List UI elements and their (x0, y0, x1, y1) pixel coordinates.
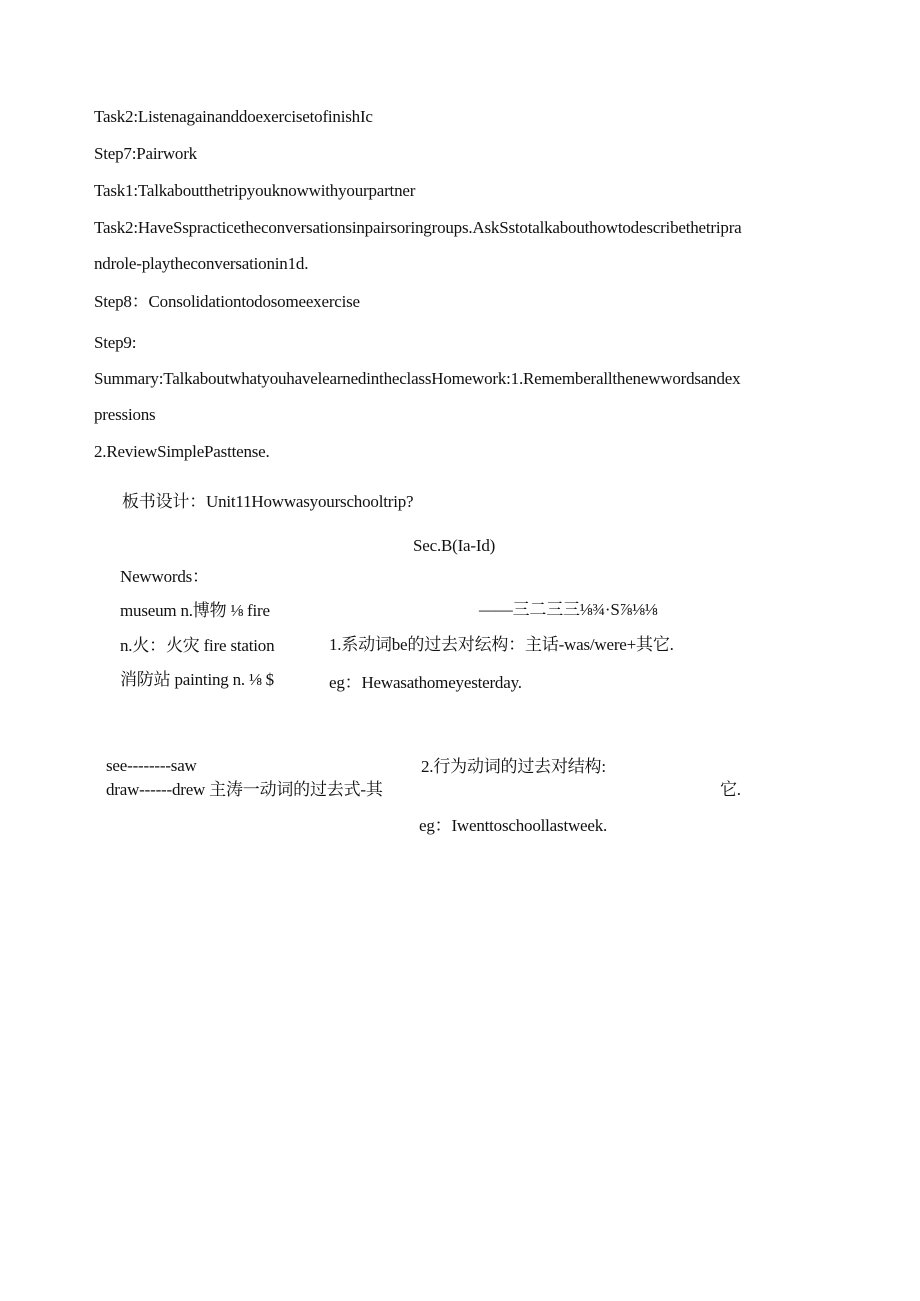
lesson-line-step7: Step7:Pairwork (94, 144, 197, 163)
vocab-line-3: 消防站 painting n. ⅛ $ (120, 670, 274, 689)
vocab-line-1: museum n.博物 ⅛ fire (120, 601, 270, 620)
verb-pair-draw: draw------drew 主涛一动词的过去式-其 (106, 780, 383, 799)
lesson-line-task2-practice: Task2:HaveSspracticetheconversationsinpairsoringroups.AskSstotalkabouthowtodescribethetripra (94, 218, 742, 237)
grammar-rule-1: 1.系动词be的过去对纭构：主话-was/were+其它. (329, 635, 674, 654)
board-title: 板书设计：Unit11Howwasyourschooltrip? (122, 492, 414, 511)
example-1: eg：Hewasathomeyesterday. (329, 673, 522, 692)
grammar-rule-2-end: 它. (720, 780, 741, 799)
lesson-line-task1-talk: Task1:Talkaboutthetripyouknowwithyourpartner (94, 181, 416, 200)
lesson-line-step8: Step8：Consolidationtodosomeexercise (94, 292, 360, 311)
garbled-heading: ——三二三三⅛¾·S⅞⅛⅛ (479, 600, 658, 619)
grammar-rule-2: 2.行为动词的过去对结构: (421, 757, 606, 776)
example-2: eg：Iwenttoschoollastweek. (419, 816, 608, 835)
lesson-line-review: 2.ReviewSimplePasttense. (94, 442, 270, 461)
verb-pair-see: see--------saw (106, 756, 197, 775)
lesson-line-summary: Summary:TalkaboutwhatyouhavelearnedintheclassHomework:1.Rememberallthenewwordsandex (94, 369, 741, 388)
lesson-line-summary-cont: pressions (94, 405, 156, 424)
lesson-line-step9: Step9: (94, 333, 137, 352)
lesson-line-task2-listen: Task2:ListenagainanddoexercisetofinishIc (94, 107, 373, 126)
vocab-line-2: n.火：火灾 fire station (120, 636, 275, 655)
board-newwords-label: Newwords： (120, 567, 209, 586)
lesson-line-task2-practice-cont: ndrole-playtheconversationin1d. (94, 254, 309, 273)
board-section: Sec.B(Ia-Id) (413, 536, 496, 555)
